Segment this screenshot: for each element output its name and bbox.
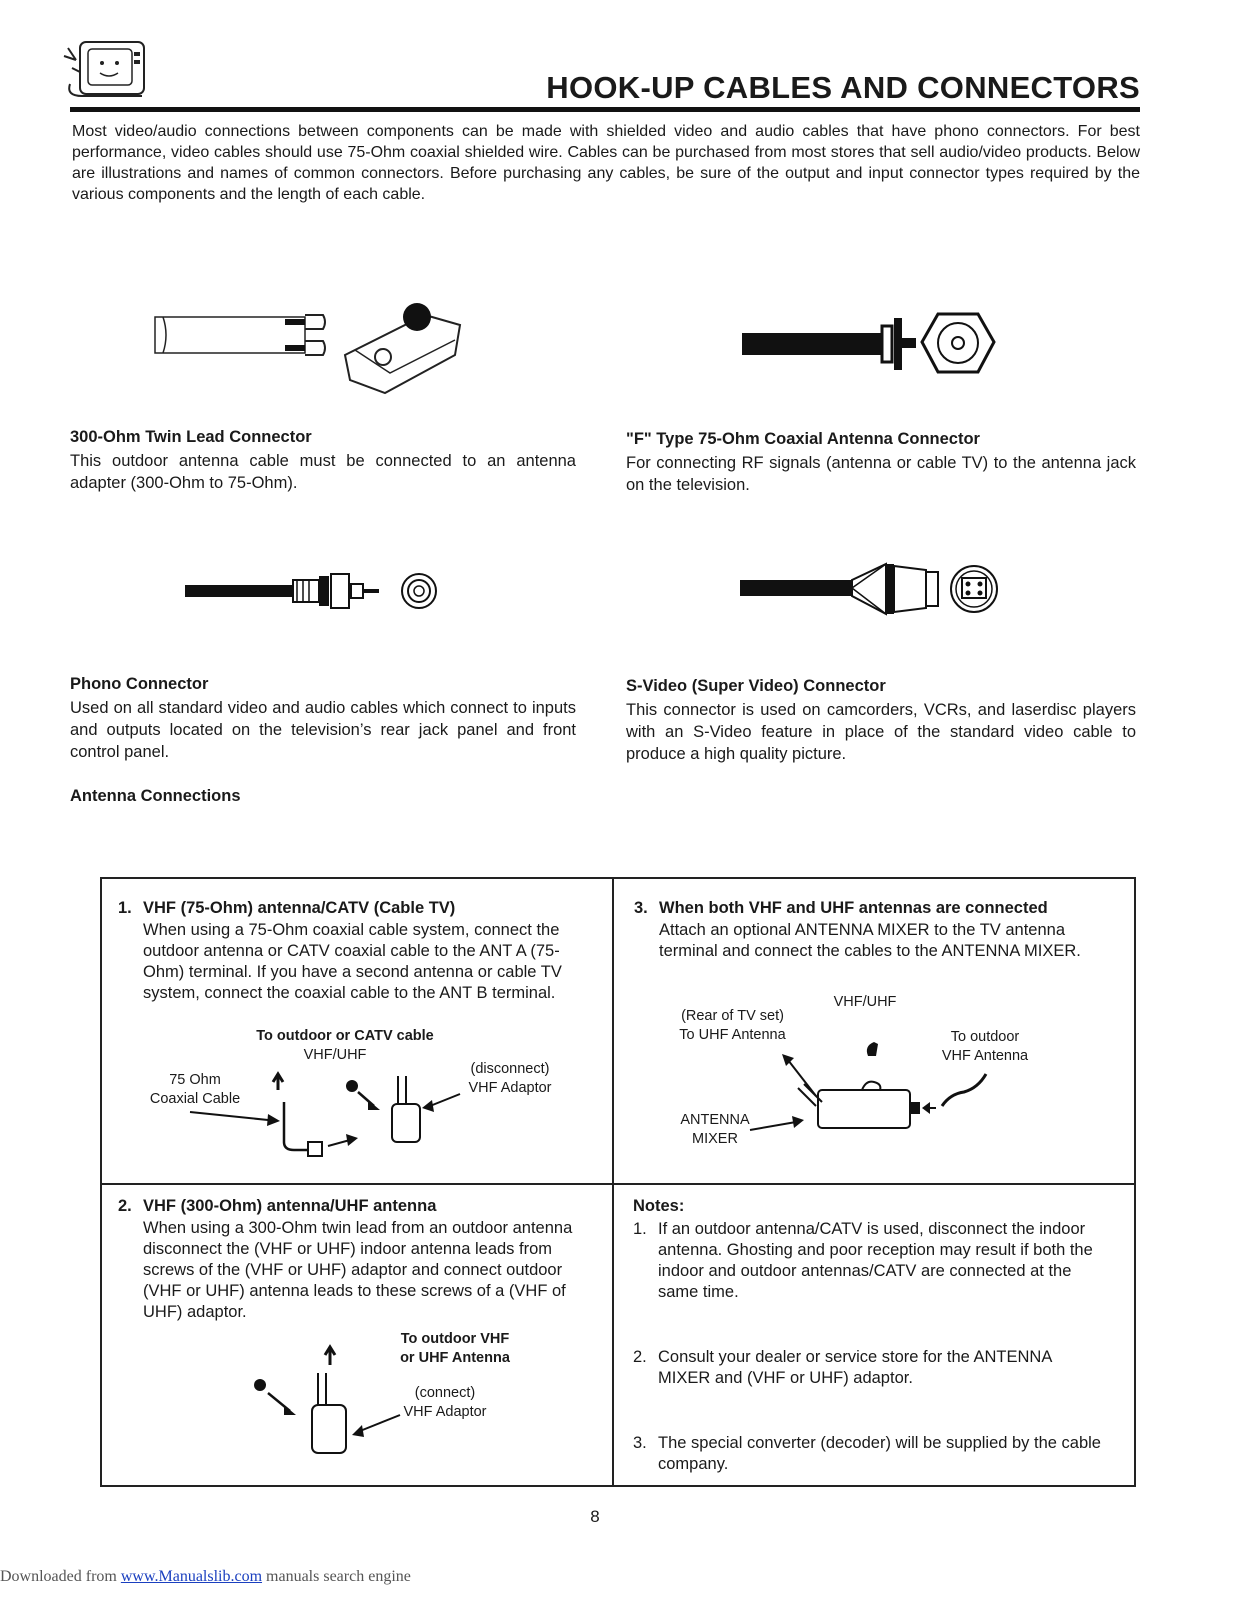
diagram-label: VHF Antenna (941, 1048, 1029, 1064)
download-footer (0, 1568, 411, 1586)
f-type-connector-icon (742, 312, 1002, 382)
diagram-label: (connect) (414, 1385, 476, 1401)
diagram-label: VHF Adaptor (403, 1404, 487, 1420)
table-divider (612, 877, 614, 1487)
note-text: The special converter (decoder) will be supplied by the cable company. (658, 1434, 1101, 1473)
connector-heading: "F" Type 75-Ohm Coaxial Antenna Connector (626, 430, 980, 448)
diagram-label: VHF/UHF (303, 1047, 367, 1063)
connector-description: This connector is used on camcorders, VCRs, and laserdisc players with an S-Video feature in place of the standard video cable to produce a high quality picture. (626, 701, 1136, 763)
step-number: 2. (118, 1197, 132, 1215)
manualslib-link[interactable]: www.Manualslib.com (120, 1568, 263, 1585)
step-heading: VHF (300-Ohm) antenna/UHF antenna (143, 1197, 437, 1215)
page-number: 8 (590, 1507, 600, 1526)
connector-description: Used on all standard video and audio cables which connect to inputs and outputs located on the television’s rear jack panel and front control panel. (70, 699, 576, 761)
table-divider (100, 1183, 1136, 1185)
intro-paragraph: Most video/audio connections between components can be made with shielded video and audio cables that have phono connectors. For best performance, video cables should use 75-Ohm coaxial shielded wire. Cables can be purchased from most stores that sell audio/video products. Below are illustrations and names of common connectors. Before purchasing any cables, be sure of the output and input connector types required by the various components and the length of each cable. (72, 123, 1140, 203)
diagram-label: (Rear of TV set) (681, 1008, 784, 1024)
connector-heading: 300-Ohm Twin Lead Connector (70, 428, 312, 446)
diagram-label: Coaxial Cable (149, 1091, 241, 1107)
twin-lead-connector-icon (155, 295, 465, 395)
footer-suffix: manuals search engine (262, 1568, 411, 1585)
vhf-300-ohm-diagram (250, 1345, 420, 1465)
step-text: Attach an optional ANTENNA MIXER to the TV antenna terminal and connect the cables to the ANTENNA MIXER. (659, 921, 1081, 960)
title-rule (70, 107, 1140, 112)
page-title: HOOK-UP CABLES AND CONNECTORS (546, 70, 1140, 105)
note-text: If an outdoor antenna/CATV is used, disconnect the indoor antenna. Ghosting and poor reception may result if both the indoor and outdoor antennas/CATV are connected at the same time. (658, 1220, 1093, 1301)
diagram-label: ANTENNA (680, 1112, 750, 1128)
connector-heading: S-Video (Super Video) Connector (626, 677, 886, 695)
diagram-label: To outdoor (950, 1029, 1020, 1045)
connector-description: This outdoor antenna cable must be connected to an antenna adapter (300-Ohm to 75-Ohm). (70, 452, 576, 492)
diagram-label: To outdoor or CATV cable (256, 1028, 434, 1044)
note-text: Consult your dealer or service store for the ANTENNA MIXER and (VHF or UHF) adaptor. (658, 1348, 1052, 1387)
step-number: 1. (118, 899, 132, 917)
tv-mascot-logo (62, 38, 154, 104)
notes-heading: Notes: (633, 1197, 685, 1215)
step-text: When using a 75-Ohm coaxial cable system, connect the outdoor antenna or CATV coaxial cable to the ANT A (75-Ohm) terminal. If you have a second antenna or cable TV system, connect the coaxial cable to the ANT B terminal. (143, 921, 562, 1002)
phono-connector-icon (185, 570, 440, 615)
diagram-label: To UHF Antenna (679, 1027, 786, 1043)
antenna-mixer-diagram (750, 1030, 1010, 1140)
diagram-label: or UHF Antenna (400, 1350, 510, 1366)
diagram-label: (disconnect) (470, 1061, 550, 1077)
s-video-connector-icon (740, 560, 1002, 620)
note-number: 2. (633, 1348, 647, 1366)
connector-heading: Phono Connector (70, 675, 209, 693)
step-number: 3. (634, 899, 648, 917)
connector-description: For connecting RF signals (antenna or cable TV) to the antenna jack on the television. (626, 454, 1136, 494)
step-heading: When both VHF and UHF antennas are connected (659, 899, 1048, 917)
step-text: When using a 300-Ohm twin lead from an outdoor antenna disconnect the (VHF or UHF) indoor antenna leads from screws of the (VHF or UHF) adaptor and connect outdoor (VHF or UHF) antenna leads to these screws of a (VHF of UHF) adaptor. (143, 1219, 573, 1321)
vhf-75-ohm-diagram (190, 1070, 490, 1160)
note-number: 1. (633, 1220, 647, 1238)
diagram-label: 75 Ohm (169, 1072, 221, 1088)
diagram-label: MIXER (692, 1131, 738, 1147)
note-number: 3. (633, 1434, 647, 1452)
diagram-label: VHF Adaptor (468, 1080, 552, 1096)
antenna-connections-heading: Antenna Connections (70, 787, 241, 805)
step-heading: VHF (75-Ohm) antenna/CATV (Cable TV) (143, 899, 456, 917)
footer-prefix: Downloaded from (0, 1568, 121, 1585)
diagram-label: To outdoor VHF (400, 1331, 510, 1347)
diagram-label: VHF/UHF (833, 994, 897, 1010)
